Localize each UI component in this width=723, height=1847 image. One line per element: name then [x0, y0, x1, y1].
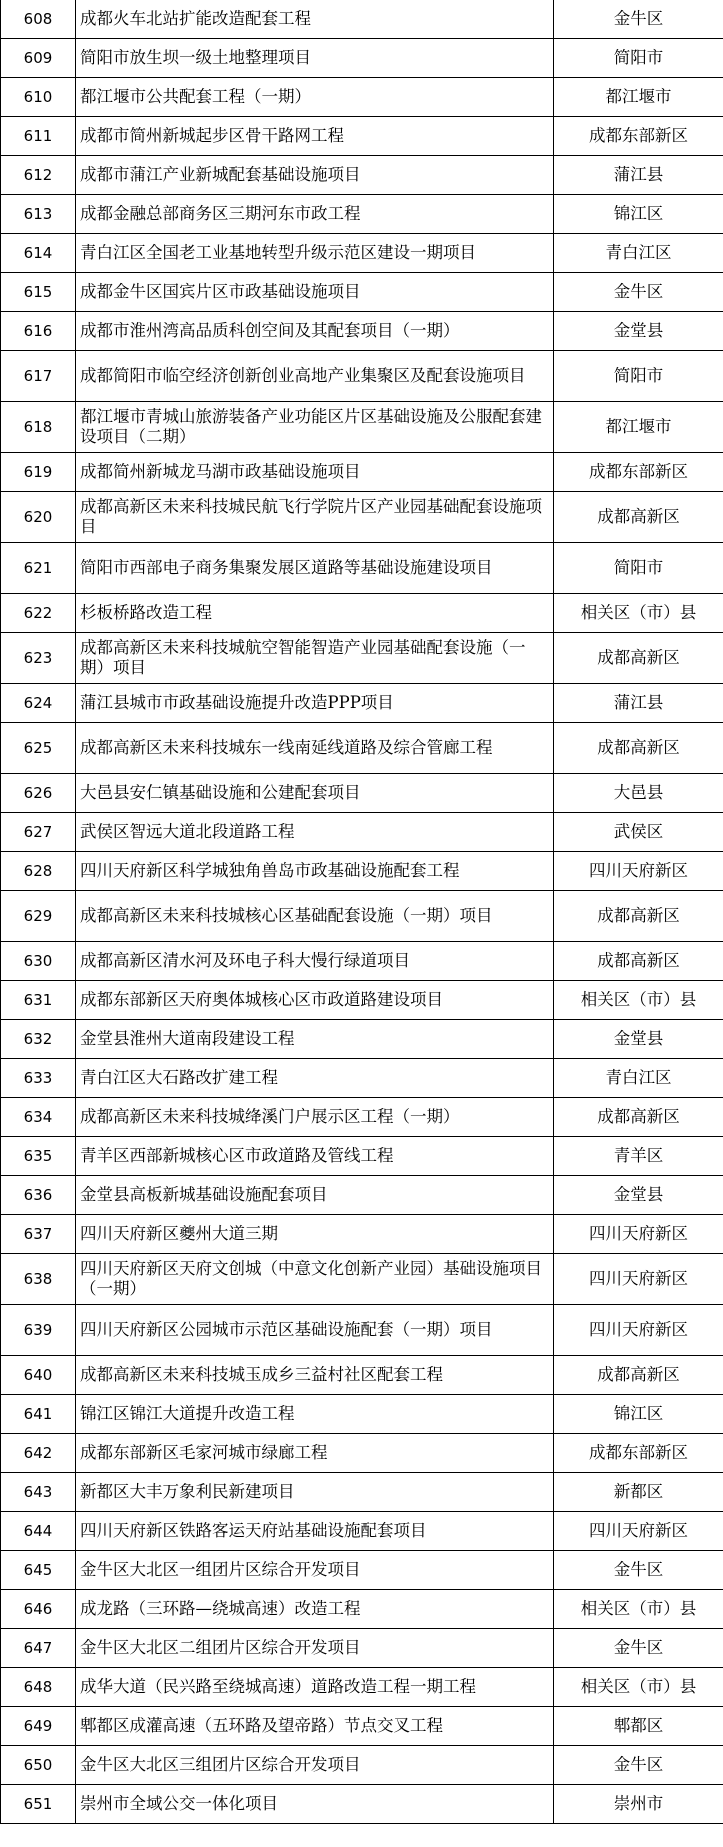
- region-name: 四川天府新区: [554, 1512, 723, 1551]
- project-name: 成龙路（三环路—绕城高速）改造工程: [76, 1590, 554, 1629]
- row-number: 633: [1, 1059, 76, 1098]
- row-number: 642: [1, 1434, 76, 1473]
- row-number: 641: [1, 1395, 76, 1434]
- project-name: 都江堰市青城山旅游装备产业功能区片区基础设施及公服配套建设项目（二期）: [76, 402, 554, 453]
- table-row: [1, 1707, 723, 1746]
- table-row: [1, 981, 723, 1020]
- project-name: 成都金牛区国宾片区市政基础设施项目: [76, 273, 554, 312]
- region-name: 蒲江县: [554, 156, 723, 195]
- table-row: [1, 1590, 723, 1629]
- table-row: [1, 195, 723, 234]
- table-row: [1, 78, 723, 117]
- row-number: 615: [1, 273, 76, 312]
- row-number: 619: [1, 453, 76, 492]
- region-name: 锦江区: [554, 1395, 723, 1434]
- region-name: 金堂县: [554, 312, 723, 351]
- row-number: 651: [1, 1785, 76, 1824]
- project-name: 成都东部新区天府奥体城核心区市政道路建设项目: [76, 981, 554, 1020]
- project-name: 四川天府新区夔州大道三期: [76, 1215, 554, 1254]
- row-number: 624: [1, 684, 76, 723]
- region-name: 相关区（市）县: [554, 981, 723, 1020]
- project-name: 简阳市放生坝一级土地整理项目: [76, 39, 554, 78]
- row-number: 631: [1, 981, 76, 1020]
- table-row: [1, 1434, 723, 1473]
- table-row: [1, 1305, 723, 1356]
- row-number: 635: [1, 1137, 76, 1176]
- region-name: 崇州市: [554, 1785, 723, 1824]
- table-row: [1, 684, 723, 723]
- table-row: [1, 813, 723, 852]
- table-row: [1, 492, 723, 543]
- row-number: 644: [1, 1512, 76, 1551]
- row-number: 608: [1, 0, 76, 39]
- project-name: 四川天府新区天府文创城（中意文化创新产业园）基础设施项目（一期）: [76, 1254, 554, 1305]
- row-number: 634: [1, 1098, 76, 1137]
- row-number: 645: [1, 1551, 76, 1590]
- table-row: [1, 402, 723, 453]
- project-name: 四川天府新区铁路客运天府站基础设施配套项目: [76, 1512, 554, 1551]
- row-number: 610: [1, 78, 76, 117]
- row-number: 650: [1, 1746, 76, 1785]
- table-row: [1, 1215, 723, 1254]
- region-name: 金堂县: [554, 1020, 723, 1059]
- table-row: [1, 891, 723, 942]
- project-name: 成都市简州新城起步区骨干路网工程: [76, 117, 554, 156]
- row-number: 649: [1, 1707, 76, 1746]
- table-row: [1, 723, 723, 774]
- project-name: 金牛区大北区三组团片区综合开发项目: [76, 1746, 554, 1785]
- row-number: 637: [1, 1215, 76, 1254]
- table-row: [1, 1137, 723, 1176]
- table-row: [1, 1020, 723, 1059]
- region-name: 简阳市: [554, 351, 723, 402]
- region-name: 金牛区: [554, 273, 723, 312]
- row-number: 611: [1, 117, 76, 156]
- project-name: 金牛区大北区二组团片区综合开发项目: [76, 1629, 554, 1668]
- project-name: 青白江区全国老工业基地转型升级示范区建设一期项目: [76, 234, 554, 273]
- project-name: 蒲江县城市市政基础设施提升改造PPP项目: [76, 684, 554, 723]
- table-row: [1, 39, 723, 78]
- project-name: 新都区大丰万象利民新建项目: [76, 1473, 554, 1512]
- region-name: 四川天府新区: [554, 1305, 723, 1356]
- table-row: [1, 156, 723, 195]
- project-name: 简阳市西部电子商务集聚发展区道路等基础设施建设项目: [76, 543, 554, 594]
- table-row: [1, 1395, 723, 1434]
- project-name: 四川天府新区公园城市示范区基础设施配套（一期）项目: [76, 1305, 554, 1356]
- row-number: 629: [1, 891, 76, 942]
- table-row: [1, 543, 723, 594]
- row-number: 612: [1, 156, 76, 195]
- project-name: 成都火车北站扩能改造配套工程: [76, 0, 554, 39]
- region-name: 成都高新区: [554, 1356, 723, 1395]
- project-name: 成都高新区未来科技城航空智能智造产业园基础配套设施（一期）项目: [76, 633, 554, 684]
- table-row: [1, 633, 723, 684]
- project-name: 金牛区大北区一组团片区综合开发项目: [76, 1551, 554, 1590]
- project-name: 成都简州新城龙马湖市政基础设施项目: [76, 453, 554, 492]
- region-name: 都江堰市: [554, 402, 723, 453]
- region-name: 武侯区: [554, 813, 723, 852]
- row-number: 627: [1, 813, 76, 852]
- region-name: 都江堰市: [554, 78, 723, 117]
- table-row: [1, 1176, 723, 1215]
- table-row: [1, 1512, 723, 1551]
- table-row: [1, 234, 723, 273]
- region-name: 四川天府新区: [554, 852, 723, 891]
- region-name: 成都高新区: [554, 723, 723, 774]
- region-name: 青白江区: [554, 234, 723, 273]
- project-name: 成华大道（民兴路至绕城高速）道路改造工程一期工程: [76, 1668, 554, 1707]
- table-row: [1, 351, 723, 402]
- row-number: 625: [1, 723, 76, 774]
- row-number: 638: [1, 1254, 76, 1305]
- row-number: 616: [1, 312, 76, 351]
- region-name: 青白江区: [554, 1059, 723, 1098]
- row-number: 626: [1, 774, 76, 813]
- table-row: [1, 312, 723, 351]
- region-name: 金牛区: [554, 1746, 723, 1785]
- project-name: 杉板桥路改造工程: [76, 594, 554, 633]
- region-name: 大邑县: [554, 774, 723, 813]
- row-number: 628: [1, 852, 76, 891]
- region-name: 金牛区: [554, 1551, 723, 1590]
- project-name: 成都高新区清水河及环电子科大慢行绿道项目: [76, 942, 554, 981]
- table-row: [1, 1551, 723, 1590]
- row-number: 647: [1, 1629, 76, 1668]
- project-name: 成都高新区未来科技城核心区基础配套设施（一期）项目: [76, 891, 554, 942]
- row-number: 632: [1, 1020, 76, 1059]
- project-name: 崇州市全域公交一体化项目: [76, 1785, 554, 1824]
- region-name: 金牛区: [554, 1629, 723, 1668]
- region-name: 成都东部新区: [554, 453, 723, 492]
- region-name: 相关区（市）县: [554, 594, 723, 633]
- region-name: 新都区: [554, 1473, 723, 1512]
- region-name: 成都高新区: [554, 492, 723, 543]
- region-name: 相关区（市）县: [554, 1668, 723, 1707]
- row-number: 618: [1, 402, 76, 453]
- region-name: 金堂县: [554, 1176, 723, 1215]
- project-name: 成都市蒲江产业新城配套基础设施项目: [76, 156, 554, 195]
- table-row: [1, 1356, 723, 1395]
- region-name: 金牛区: [554, 0, 723, 39]
- region-name: 成都高新区: [554, 942, 723, 981]
- table-row: [1, 1668, 723, 1707]
- project-name: 大邑县安仁镇基础设施和公建配套项目: [76, 774, 554, 813]
- project-name: 青白江区大石路改扩建工程: [76, 1059, 554, 1098]
- table-row: [1, 852, 723, 891]
- project-name: 锦江区锦江大道提升改造工程: [76, 1395, 554, 1434]
- project-name: 青羊区西部新城核心区市政道路及管线工程: [76, 1137, 554, 1176]
- project-name: 成都高新区未来科技城民航飞行学院片区产业园基础配套设施项目: [76, 492, 554, 543]
- row-number: 613: [1, 195, 76, 234]
- region-name: 成都东部新区: [554, 1434, 723, 1473]
- table-row: [1, 1629, 723, 1668]
- table-row: [1, 1785, 723, 1824]
- table-row: [1, 453, 723, 492]
- project-name: 成都高新区未来科技城玉成乡三益村社区配套工程: [76, 1356, 554, 1395]
- row-number: 623: [1, 633, 76, 684]
- region-name: 四川天府新区: [554, 1254, 723, 1305]
- region-name: 郫都区: [554, 1707, 723, 1746]
- row-number: 646: [1, 1590, 76, 1629]
- region-name: 简阳市: [554, 543, 723, 594]
- region-name: 成都高新区: [554, 1098, 723, 1137]
- project-name: 成都高新区未来科技城绛溪门户展示区工程（一期）: [76, 1098, 554, 1137]
- region-name: 锦江区: [554, 195, 723, 234]
- table-row: [1, 774, 723, 813]
- table-row: [1, 273, 723, 312]
- table-row: [1, 1473, 723, 1512]
- project-name: 成都市淮州湾高品质科创空间及其配套项目（一期）: [76, 312, 554, 351]
- region-name: 成都高新区: [554, 633, 723, 684]
- row-number: 648: [1, 1668, 76, 1707]
- row-number: 617: [1, 351, 76, 402]
- row-number: 636: [1, 1176, 76, 1215]
- row-number: 643: [1, 1473, 76, 1512]
- region-name: 成都东部新区: [554, 117, 723, 156]
- row-number: 609: [1, 39, 76, 78]
- table-row: [1, 1059, 723, 1098]
- region-name: 四川天府新区: [554, 1215, 723, 1254]
- table-row: [1, 594, 723, 633]
- row-number: 639: [1, 1305, 76, 1356]
- region-name: 成都高新区: [554, 891, 723, 942]
- table-row: [1, 117, 723, 156]
- project-name: 成都高新区未来科技城东一线南延线道路及综合管廊工程: [76, 723, 554, 774]
- table-row: [1, 1254, 723, 1305]
- project-name: 四川天府新区科学城独角兽岛市政基础设施配套工程: [76, 852, 554, 891]
- row-number: 622: [1, 594, 76, 633]
- project-name: 武侯区智远大道北段道路工程: [76, 813, 554, 852]
- row-number: 640: [1, 1356, 76, 1395]
- row-number: 630: [1, 942, 76, 981]
- region-name: 青羊区: [554, 1137, 723, 1176]
- project-name: 成都东部新区毛家河城市绿廊工程: [76, 1434, 554, 1473]
- region-name: 蒲江县: [554, 684, 723, 723]
- row-number: 614: [1, 234, 76, 273]
- project-name: 郫都区成灌高速（五环路及望帝路）节点交叉工程: [76, 1707, 554, 1746]
- row-number: 620: [1, 492, 76, 543]
- project-name: 成都简阳市临空经济创新创业高地产业集聚区及配套设施项目: [76, 351, 554, 402]
- table-row: [1, 1746, 723, 1785]
- row-number: 621: [1, 543, 76, 594]
- project-name: 成都金融总部商务区三期河东市政工程: [76, 195, 554, 234]
- project-name: 金堂县淮州大道南段建设工程: [76, 1020, 554, 1059]
- region-name: 简阳市: [554, 39, 723, 78]
- project-name: 都江堰市公共配套工程（一期）: [76, 78, 554, 117]
- project-name: 金堂县高板新城基础设施配套项目: [76, 1176, 554, 1215]
- table-row: [1, 0, 723, 39]
- table-row: [1, 942, 723, 981]
- table-row: [1, 1098, 723, 1137]
- region-name: 相关区（市）县: [554, 1590, 723, 1629]
- project-table-body: [1, 0, 723, 1824]
